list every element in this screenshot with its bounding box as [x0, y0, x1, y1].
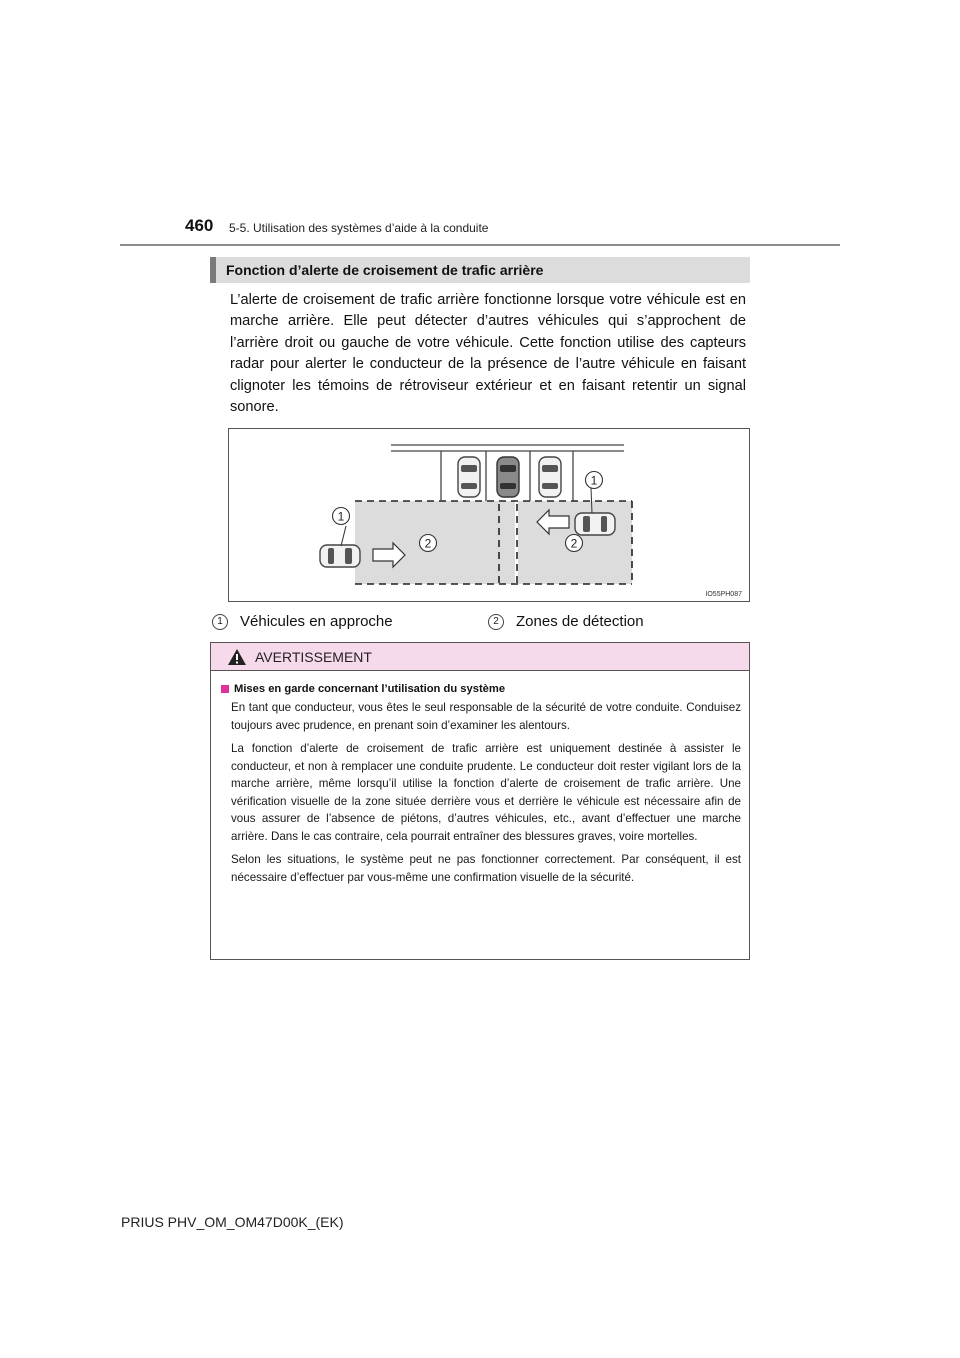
- warning-paragraph: La fonction d’alerte de croisement de trafic arrière est uniquement destinée à assister le conducteur, et non à remplacer une conduite prudente. Le conducteur doit rester vigilant lors de la marche arrière, même lorsqu’il utilise la fonction d’alerte de croisement de trafic arrière. Une vérification visuelle de la zone située derrière vous et derrière le véhicule est nécessaire afin de vous assurer de l’absence de piétons, d’autres véhicules, etc., avant d’effectuer une marche arrière. Dans le cas contraire, cela pourrait entraîner des blessures graves, voire mortelles.: [231, 742, 741, 843]
- warning-box: [210, 642, 750, 960]
- warning-header: [211, 643, 749, 671]
- warning-title-text: Mises en garde concernant l’utilisation du système: [234, 683, 506, 695]
- legend-number: 1: [212, 614, 228, 630]
- callout-2-left: 2: [424, 536, 432, 551]
- own-vehicle-icon: [497, 457, 519, 497]
- warning-title: [221, 683, 741, 695]
- rear-cross-traffic-diagram: [228, 428, 750, 602]
- header-rule: [120, 244, 840, 246]
- callout-2-right: 2: [570, 536, 578, 551]
- approaching-car-right-icon: [575, 513, 615, 535]
- page-number: 460: [185, 216, 214, 235]
- warning-paragraph: En tant que conducteur, vous êtes le seul responsable de la sécurité de votre conduite. Conduisez toujours avec prudence, en prenant soin d’examiner les alentours.: [231, 701, 741, 732]
- warning-body: [211, 671, 749, 886]
- approaching-car-left-icon: [320, 545, 360, 567]
- bullet-square-icon: [221, 685, 229, 693]
- warning-triangle-icon: [227, 648, 247, 666]
- warning-header-label: AVERTISSEMENT: [255, 648, 372, 665]
- section-heading: Fonction d’alerte de croisement de trafic arrière: [210, 257, 750, 283]
- breadcrumb: 5-5. Utilisation des systèmes d’aide à la conduite: [229, 221, 489, 235]
- figure-code: IO55PH087: [705, 591, 742, 598]
- legend-label: Véhicules en approche: [240, 613, 393, 630]
- callout-1-left: 1: [337, 509, 345, 524]
- document-id: PRIUS PHV_OM_OM47D00K_(EK): [121, 1214, 344, 1230]
- legend-number: 2: [488, 614, 504, 630]
- warning-paragraph: Selon les situations, le système peut ne pas fonctionner correctement. Par conséquent, il est nécessaire d’effectuer par vous-même une confirmation visuelle de la sécurité.: [231, 853, 741, 884]
- parked-car-icon: [539, 457, 561, 497]
- legend-item-detection-zones: [488, 613, 644, 630]
- legend-label: Zones de détection: [516, 613, 644, 630]
- intro-paragraph: L’alerte de croisement de trafic arrière fonctionne lorsque votre véhicule est en marche arrière. Elle peut détecter d’autres véhicules qui s’approchent de l’arrière droit ou gauche de votre véhicule. Cette fonction utilise des capteurs radar pour alerter le conducteur de la présence de l’autre véhicule en faisant clignoter les témoins de rétroviseur extérieur et en faisant retentir un signal sonore.: [230, 292, 746, 416]
- legend-item-approaching-vehicles: [212, 613, 393, 630]
- callout-1-right: 1: [590, 473, 598, 488]
- parked-car-icon: [458, 457, 480, 497]
